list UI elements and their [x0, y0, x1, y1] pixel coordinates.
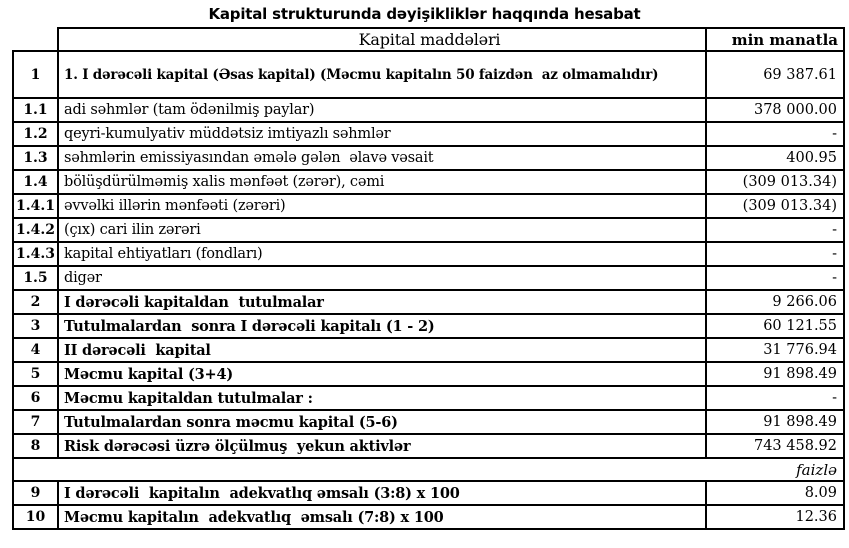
row-1-5: [13, 266, 844, 290]
row-value-cell: 378 000.00: [706, 98, 844, 122]
row-1-4-3: [13, 242, 844, 266]
row-label-cell: I dərəcəli kapitalın adekvatlıq əmsalı (3:8) x 100: [58, 481, 706, 505]
row-number-cell: 8: [13, 434, 58, 458]
table-header-row: [13, 28, 844, 51]
row-label-cell: səhmlərin emissiyasından əmələ gələn əlavə vəsait: [58, 146, 706, 170]
row-value-cell: -: [706, 266, 844, 290]
row-value-cell: 91 898.49: [706, 410, 844, 434]
row-number-cell: 1.4.3: [13, 242, 58, 266]
row-3: [13, 314, 844, 338]
row-label-cell: Məcmu kapitalın adekvatlıq əmsalı (7:8) x 100: [58, 505, 706, 529]
row-number-cell: 9: [13, 481, 58, 505]
row-faizle: [13, 458, 844, 481]
row-label-cell: əvvəlki illərin mənfəəti (zərəri): [58, 194, 706, 218]
row-label-cell: adi səhmlər (tam ödənilmiş paylar): [58, 98, 706, 122]
row-number-cell: 5: [13, 362, 58, 386]
row-value-cell: -: [706, 386, 844, 410]
row-1-4: [13, 170, 844, 194]
header-empty-cell: [13, 28, 58, 51]
row-number-cell: 4: [13, 338, 58, 362]
row-value-cell: 8.09: [706, 481, 844, 505]
row-value-cell: -: [706, 218, 844, 242]
row-label-cell: I dərəcəli kapitaldan tutulmalar: [58, 290, 706, 314]
row-label-cell: digər: [58, 266, 706, 290]
row-value-cell: 12.36: [706, 505, 844, 529]
percent-unit-cell: faizlə: [13, 458, 844, 481]
row-label-cell: Məcmu kapitaldan tutulmalar :: [58, 386, 706, 410]
row-number-cell: 6: [13, 386, 58, 410]
row-label-cell: (çıx) cari ilin zərəri: [58, 218, 706, 242]
row-label-cell: Məcmu kapital (3+4): [58, 362, 706, 386]
row-10: [13, 505, 844, 529]
row-value-cell: 31 776.94: [706, 338, 844, 362]
row-number-cell: 1.1: [13, 98, 58, 122]
row-number-cell: 1.5: [13, 266, 58, 290]
row-value-cell: 69 387.61: [706, 51, 844, 98]
row-label-cell: kapital ehtiyatları (fondları): [58, 242, 706, 266]
row-number-cell: 1.2: [13, 122, 58, 146]
items-column-header: Kapital maddələri: [58, 28, 706, 51]
row-1: [13, 51, 844, 98]
row-value-cell: 60 121.55: [706, 314, 844, 338]
row-value-cell: 743 458.92: [706, 434, 844, 458]
row-number-cell: 1.4: [13, 170, 58, 194]
row-value-cell: (309 013.34): [706, 170, 844, 194]
row-label-cell: qeyri-kumulyativ müddətsiz imtiyazlı səhmlər: [58, 122, 706, 146]
row-2: [13, 290, 844, 314]
row-1-3: [13, 146, 844, 170]
row-number-cell: 10: [13, 505, 58, 529]
row-label-cell: Tutulmalardan sonra məcmu kapital (5-6): [58, 410, 706, 434]
row-1-4-2: [13, 218, 844, 242]
row-label-cell: II dərəcəli kapital: [58, 338, 706, 362]
row-value-cell: -: [706, 122, 844, 146]
row-label-cell: Tutulmalardan sonra I dərəcəli kapitalı (1 - 2): [58, 314, 706, 338]
row-number-cell: 7: [13, 410, 58, 434]
row-7: [13, 410, 844, 434]
row-value-cell: 9 266.06: [706, 290, 844, 314]
row-number-cell: 2: [13, 290, 58, 314]
row-label-cell: 1. I dərəcəli kapital (Əsas kapital) (Məcmu kapitalın 50 faizdən az olmamalıdır): [58, 51, 706, 98]
row-value-cell: 91 898.49: [706, 362, 844, 386]
row-1-4-1: [13, 194, 844, 218]
row-8: [13, 434, 844, 458]
row-number-cell: 3: [13, 314, 58, 338]
capital-structure-table: [12, 27, 845, 530]
row-value-cell: (309 013.34): [706, 194, 844, 218]
row-label-cell: bölüşdürülməmiş xalis mənfəət (zərər), cəmi: [58, 170, 706, 194]
row-number-cell: 1.3: [13, 146, 58, 170]
row-value-cell: -: [706, 242, 844, 266]
row-5: [13, 362, 844, 386]
row-1-2: [13, 122, 844, 146]
row-9: [13, 481, 844, 505]
unit-column-header: min manatla: [706, 28, 844, 51]
row-value-cell: 400.95: [706, 146, 844, 170]
row-number-cell: 1.4.2: [13, 218, 58, 242]
row-4: [13, 338, 844, 362]
row-number-cell: 1: [13, 51, 58, 98]
row-6: [13, 386, 844, 410]
row-number-cell: 1.4.1: [13, 194, 58, 218]
row-1-1: [13, 98, 844, 122]
report-title: Kapital strukturunda dəyişikliklər haqqında hesabat: [208, 5, 641, 23]
row-label-cell: Risk dərəcəsi üzrə ölçülmuş yekun aktivlər: [58, 434, 706, 458]
